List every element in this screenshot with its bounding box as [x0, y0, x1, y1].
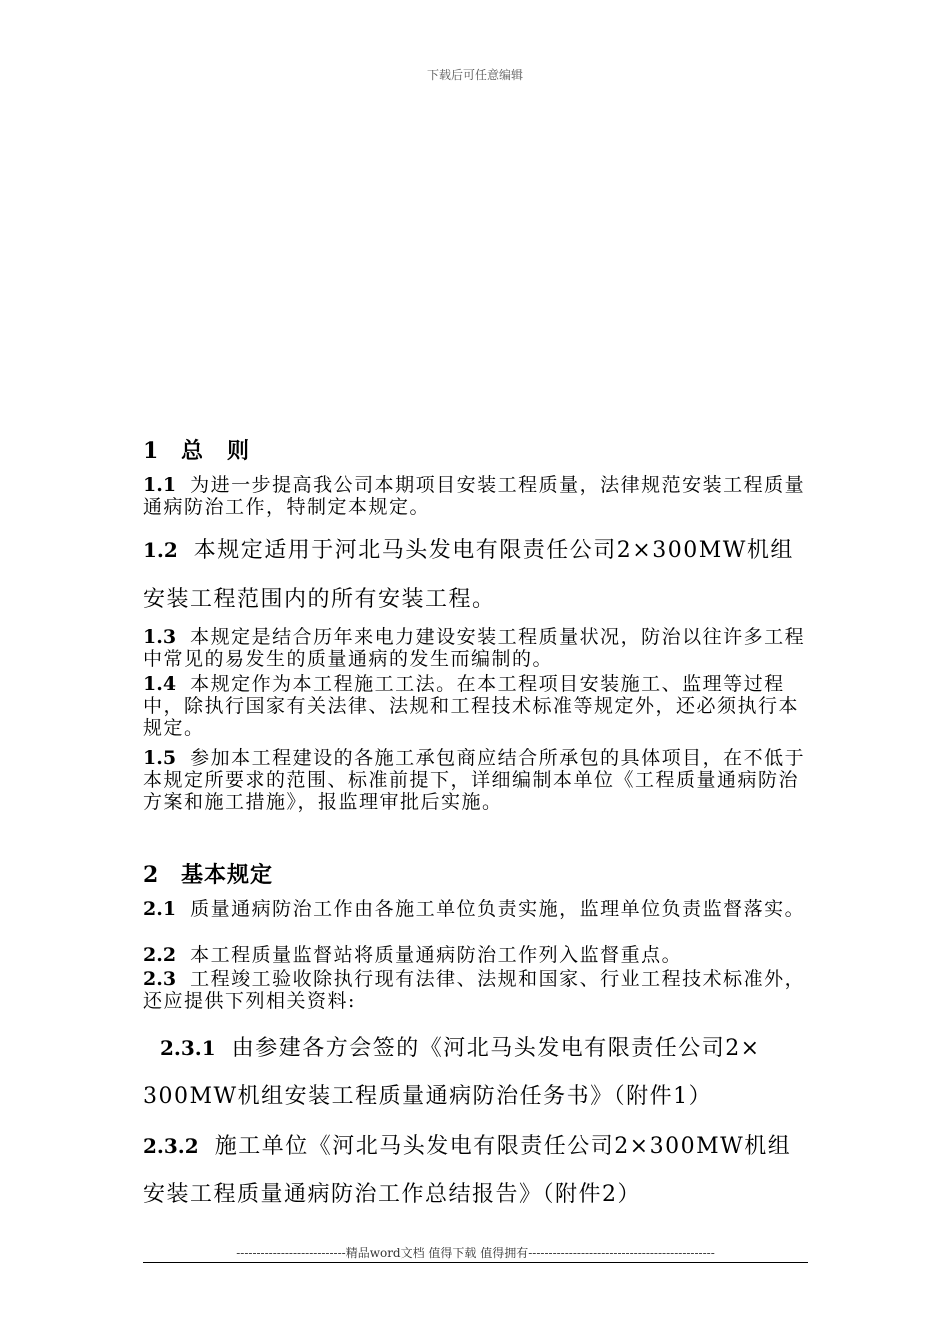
clause-2-3-1	[160, 1034, 830, 1063]
clause-text: 安装工程质量通病防治工作总结报告》（附件2）	[143, 1182, 641, 1207]
section-2-number: 2	[143, 862, 160, 888]
clause-number: 2.3.1	[160, 1036, 216, 1060]
section-1-title: 总 则	[181, 438, 251, 464]
clause-2-3-2	[143, 1132, 813, 1161]
clause-2-3-1-cont	[143, 1083, 813, 1111]
clause-text: 安装工程范围内的所有安装工程。	[143, 587, 496, 612]
section-1-number: 1	[143, 438, 160, 464]
clause-text: 质量通病防治工作由各施工单位负责实施，监理单位负责监督落实。	[190, 898, 806, 920]
clause-text: 300MW机组安装工程质量通病防治任务书》（附件1）	[143, 1084, 713, 1109]
section-2-title: 基本规定	[181, 862, 274, 888]
clause-number: 2.3.2	[143, 1134, 199, 1158]
clause-2-1	[143, 898, 808, 920]
clause-number: 2.3	[143, 968, 177, 990]
clause-text: 本工程质量监督站将质量通病防治工作列入监督重点。	[190, 944, 683, 966]
clause-1-3	[143, 626, 808, 670]
clause-2-2	[143, 944, 808, 966]
section-2-heading	[143, 858, 273, 889]
page-footer: ---------------------------精品word文档 值得下载 值得拥有----------------------------------------------	[236, 1246, 715, 1260]
clause-text: 本规定作为本工程施工工法。在本工程项目安装施工、监理等过程中，除执行国家有关法律、法规和工程技术标准等规定外，还必须执行本规定。	[143, 673, 800, 739]
clause-1-5	[143, 747, 808, 813]
clause-number: 1.3	[143, 626, 177, 648]
clause-number: 1.5	[143, 747, 177, 769]
clause-2-3	[143, 968, 808, 1012]
clause-text: 工程竣工验收除执行现有法律、法规和国家、行业工程技术标准外，还应提供下列相关资料:	[143, 968, 806, 1012]
clause-2-3-2-cont	[143, 1181, 813, 1209]
section-1-heading	[143, 434, 250, 465]
clause-1-2-cont	[143, 586, 813, 614]
clause-text: 由参建各方会签的《河北马头发电有限责任公司2×	[231, 1036, 761, 1061]
clause-number: 1.2	[143, 538, 178, 562]
clause-1-1	[143, 474, 808, 518]
clause-text: 参加本工程建设的各施工承包商应结合所承包的具体项目，在不低于本规定所要求的范围、标准前提下，详细编制本单位《工程质量通病防治方案和施工措施》，报监理审批后实施。	[143, 747, 806, 813]
clause-number: 2.2	[143, 944, 177, 966]
clause-number: 1.4	[143, 673, 177, 695]
clause-text: 为进一步提高我公司本期项目安装工程质量，法律规范安装工程质量通病防治工作，特制定本规定。	[143, 474, 806, 518]
clause-text: 施工单位《河北马头发电有限责任公司2×300MW机组	[214, 1134, 792, 1159]
clause-text: 本规定适用于河北马头发电有限责任公司2×300MW机组	[193, 538, 794, 563]
page-header: 下载后可任意编辑	[426, 68, 523, 82]
clause-text: 本规定是结合历年来电力建设安装工程质量状况，防治以往许多工程中常见的易发生的质量通病的发生而编制的。	[143, 626, 806, 670]
clause-number: 1.1	[143, 474, 177, 496]
clause-number: 2.1	[143, 898, 177, 920]
clause-1-2	[143, 536, 813, 565]
clause-1-4	[143, 673, 808, 739]
footer-rule	[143, 1262, 808, 1263]
